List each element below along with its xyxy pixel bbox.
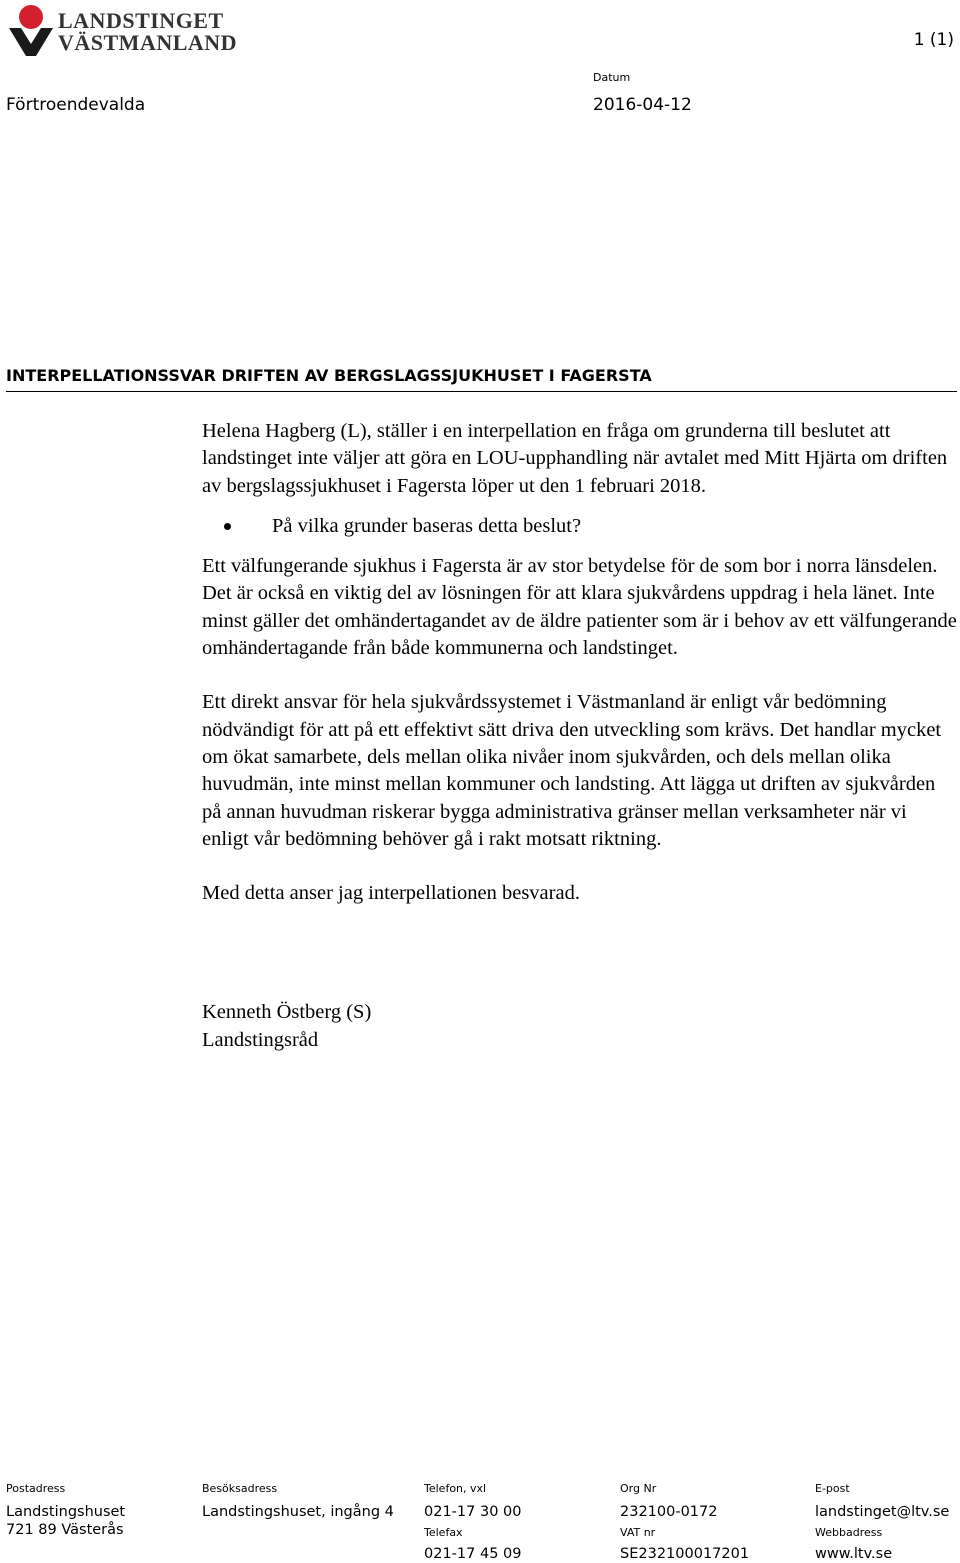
question-text: På vilka grunder baseras detta beslut? (272, 514, 582, 537)
logo-text (58, 10, 237, 54)
orgnr-value: 232100-0172 (620, 1504, 718, 1520)
postadress-line1: Landstingshuset (6, 1504, 126, 1520)
telefax-label: Telefax (424, 1526, 463, 1539)
signature-role: Landstingsråd (202, 1028, 319, 1051)
answer-paragraph-2: Ett direkt ansvar för hela sjukvårdssystemet i Västmanland är enligt vår bedömning nödvändigt för att på ett effektivt sätt driva den utveckling som krävs. Det handlar mycket om ökat samarbete, dels mellan olika nivåer inom sjukvården, och dels mellan olika huvudmän, inte minst mellan kommuner och landsting. Att lägga ut driften av sjukvården på annan huvudman riskerar bygga administrativa gränser mellan verksamheter när vi enligt vår bedömning behöver gå i rakt motsatt riktning. (202, 691, 942, 850)
logo-line2: VÄSTMANLAND (58, 30, 238, 55)
department: Förtroendevalda (6, 95, 146, 115)
webb-label: Webbadress (815, 1526, 883, 1539)
date-value: 2016-04-12 (593, 95, 692, 115)
logo-line1: LANDSTINGET (58, 8, 224, 33)
document-title: INTERPELLATIONSSVAR DRIFTEN AV BERGSLAGSSJUKHUSET I FAGERSTA (6, 366, 652, 385)
footer-orgnr (620, 1482, 749, 1563)
question-bullet (202, 513, 958, 540)
orgnr-label: Org Nr (620, 1482, 657, 1495)
document-body (202, 418, 958, 1054)
telefax-value: 021-17 45 09 (424, 1546, 522, 1562)
organization-logo (5, 4, 238, 60)
page-number: 1 (1) (913, 30, 954, 50)
footer-epost (815, 1482, 949, 1563)
answer-paragraph-1: Ett välfungerande sjukhus i Fagersta är av stor betydelse för de som bor i norra länsdelen. Det är också en viktig del av lösningen för att klara sjukvårdens uppdrag i hela länet. Inte minst gäller det omhändertagandet av de äldre patienter som är i behov av ett välfungerande omhändertagande från både kommunerna och landstinget. (202, 555, 957, 660)
telefon-value: 021-17 30 00 (424, 1504, 522, 1520)
signature-name: Kenneth Östberg (S) (202, 1001, 372, 1024)
epost-link[interactable]: landstinget@ltv.se (815, 1504, 950, 1520)
footer-besoksadress (202, 1482, 394, 1521)
vatnr-value: SE232100017201 (620, 1546, 750, 1562)
logo-emblem-icon (5, 4, 57, 60)
closing-paragraph: Med detta anser jag interpellationen besvarad. (202, 882, 580, 905)
title-underline (6, 391, 957, 392)
intro-paragraph: Helena Hagberg (L), ställer i en interpellation en fråga om grunderna till beslutet att landstinget inte väljer att göra en LOU-upphandling när avtalet med Mitt Hjärta om driften av bergslagssjukhuset i Fagersta löper ut den 1 februari 2018. (202, 420, 948, 497)
date-label: Datum (593, 71, 631, 84)
besoksadress-value: Landstingshuset, ingång 4 (202, 1504, 394, 1520)
postadress-line2: 721 89 Västerås (6, 1522, 124, 1538)
bullet-icon (224, 523, 231, 530)
footer-postadress (6, 1482, 125, 1539)
epost-label: E-post (815, 1482, 850, 1495)
footer-telefon (424, 1482, 521, 1563)
vatnr-label: VAT nr (620, 1526, 656, 1539)
telefon-label: Telefon, vxl (424, 1482, 487, 1495)
besoksadress-label: Besöksadress (202, 1482, 278, 1495)
postadress-label: Postadress (6, 1482, 66, 1495)
webb-link[interactable]: www.ltv.se (815, 1546, 893, 1562)
